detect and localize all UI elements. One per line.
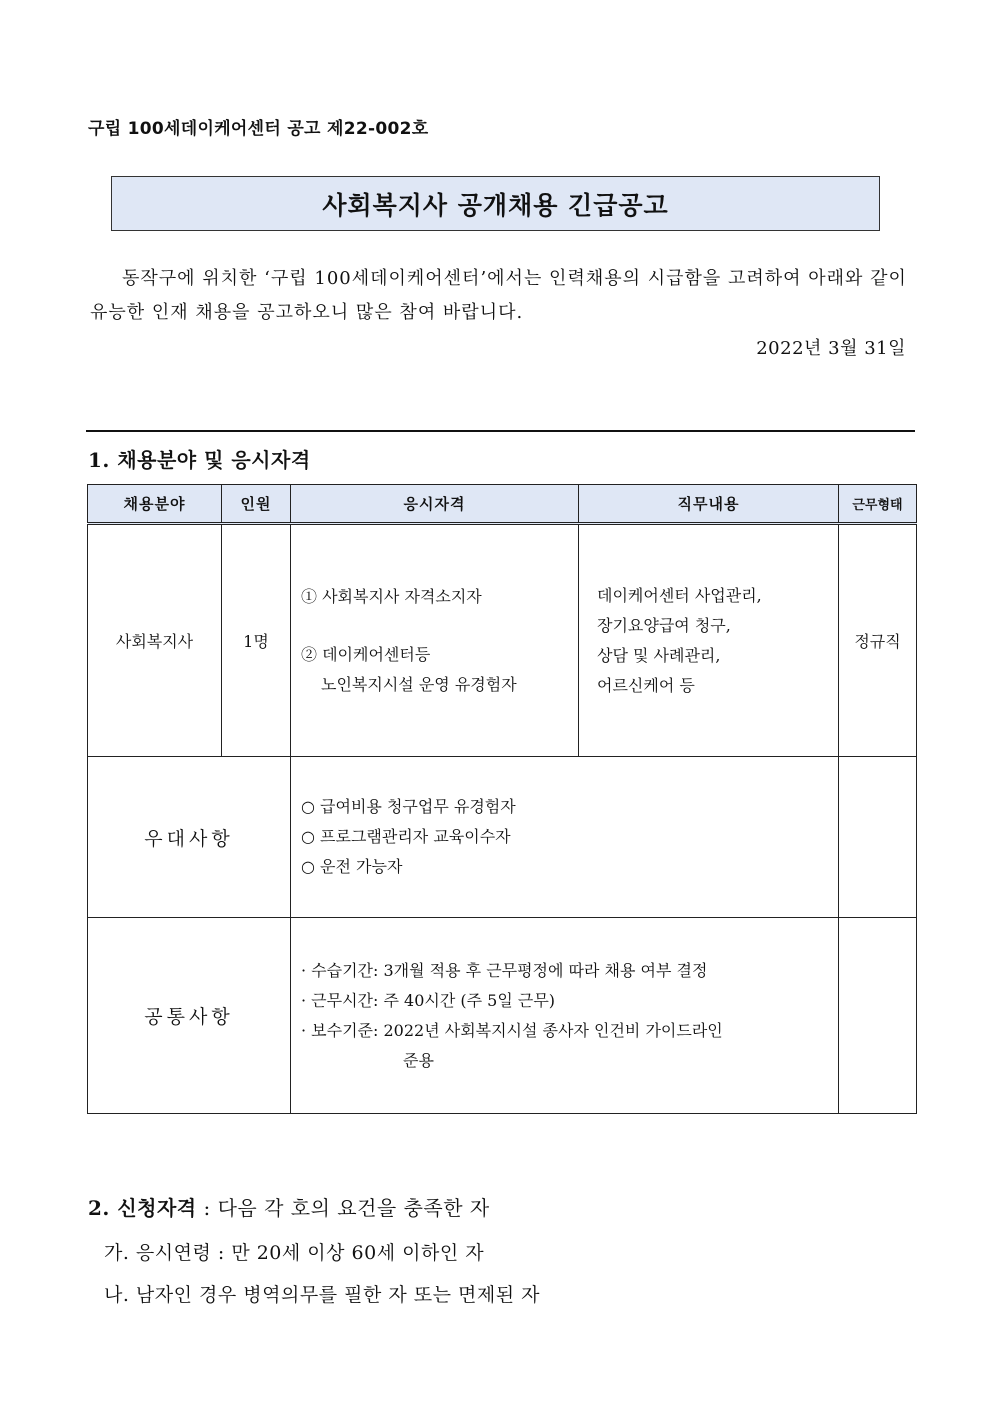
page-title-text: 사회복지사 공개채용 긴급공고: [322, 190, 669, 220]
duty-item: 상담 및 사례관리,: [597, 645, 721, 665]
qualification-item: ② 데이케어센터등: [301, 644, 431, 664]
preference-empty: [839, 757, 917, 918]
header-qualifications: 응시자격: [291, 485, 579, 524]
cell-type: 정규직: [839, 524, 917, 757]
duty-item: 어르신케어 등: [597, 675, 695, 695]
section2-title: 2. 신청자격: [88, 1196, 197, 1220]
preference-label: 우대사항: [88, 757, 291, 918]
common-item: · 보수기준: 2022년 사회복지시설 종사자 인건비 가이드라인: [301, 1020, 723, 1040]
common-item: 준용: [403, 1050, 434, 1070]
preference-row: [88, 757, 917, 918]
common-row: [88, 918, 917, 1114]
qualification-item: ① 사회복지사 자격소지자: [301, 586, 482, 606]
header-count: 인원: [222, 485, 291, 524]
intro-paragraph: 동작구에 위치한 ‘구립 100세데이케어센터’에서는 인력채용의 시급함을 고려하여 아래와 같이 유능한 인재 채용을 공고하오니 많은 참여 바랍니다.: [90, 268, 907, 323]
qualification-item: 노인복지시설 운영 유경험자: [321, 674, 517, 694]
section1-title: 1. 채용분야 및 응시자격: [88, 448, 311, 472]
common-item: · 근무시간: 주 40시간 (주 5일 근무): [301, 990, 556, 1010]
cell-qualifications: [291, 524, 579, 757]
notice-number: 구립 100세데이케어센터 공고 제22-002호: [88, 119, 429, 139]
section2-subtitle: : 다음 각 호의 요건을 충족한 자: [196, 1196, 490, 1220]
preference-item: ○ 프로그램관리자 교육이수자: [301, 827, 511, 846]
table-header-row: [88, 485, 917, 524]
common-label: 공통사항: [88, 918, 291, 1114]
duty-item: 데이케어센터 사업관리,: [597, 585, 762, 605]
header-field: 채용분야: [88, 485, 222, 524]
page-title: [111, 176, 880, 231]
cell-duties: [579, 524, 839, 757]
common-empty: [839, 918, 917, 1114]
duty-item: 장기요양급여 청구,: [597, 615, 731, 635]
requirement-item: 나. 남자인 경우 병역의무를 필한 자 또는 면제된 자: [104, 1284, 540, 1306]
section2-heading: [88, 1192, 490, 1221]
recruitment-table: [87, 484, 917, 1114]
notice-date: 2022년 3월 31일: [756, 338, 906, 359]
requirement-item: 가. 응시연령 : 만 20세 이상 60세 이하인 자: [104, 1242, 485, 1264]
header-duties: 직무내용: [579, 485, 839, 524]
common-items: [291, 918, 839, 1114]
preference-item: ○ 급여비용 청구업무 유경험자: [301, 797, 516, 816]
section-divider: [86, 430, 915, 432]
preference-items: [291, 757, 839, 918]
preference-item: ○ 운전 가능자: [301, 857, 403, 876]
common-item: · 수습기간: 3개월 적용 후 근무평정에 따라 채용 여부 결정: [301, 960, 708, 980]
cell-field: 사회복지사: [88, 524, 222, 757]
header-type: 근무형태: [839, 485, 917, 524]
cell-count: 1명: [222, 524, 291, 757]
table-row: [88, 524, 917, 757]
